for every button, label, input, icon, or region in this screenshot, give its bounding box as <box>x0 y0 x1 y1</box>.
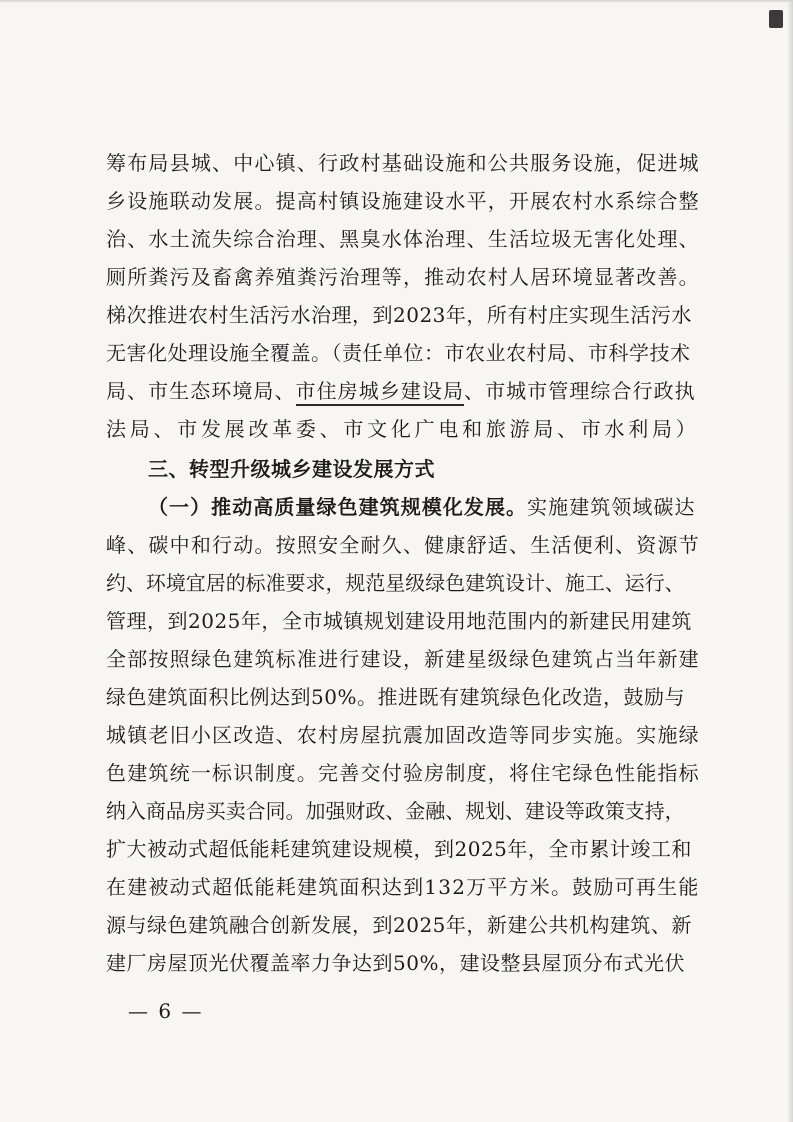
text-line <box>106 378 696 404</box>
text-line: 筹布局县城、中心镇、行政村基础设施和公共服务设施，促进城 <box>106 151 700 175</box>
text-line: 绿色建筑面积比例达到50%。推进既有建筑绿色化改造，鼓励与 <box>106 685 685 709</box>
page-number: — 6 — <box>128 999 204 1023</box>
text-line: 在建被动式超低能耗建筑面积达到132万平方米。鼓励可再生能 <box>106 875 700 899</box>
section-heading: 三、转型升级城乡建设发展方式 <box>148 457 435 481</box>
subsection-title: （一）推动高质量绿色建筑规模化发展。 <box>148 495 528 519</box>
text-line: 扩大被动式超低能耗建筑建设规模，到2025年，全市累计竣工和 <box>106 837 692 861</box>
text-line <box>148 494 696 520</box>
text-line: 厕所粪污及畜禽养殖粪污治理等，推动农村人居环境显著改善。 <box>106 265 700 289</box>
text-line: 源与绿色建筑融合创新发展，到2025年，新建公共机构建筑、新 <box>106 913 692 937</box>
text-line: 色建筑统一标识制度。完善交付验房制度，将住宅绿色性能指标 <box>106 761 700 785</box>
text-line: 建厂房屋顶光伏覆盖率力争达到50%，建设整县屋顶分布式光伏 <box>106 951 685 975</box>
text-line: 约、环境宜居的标准要求，规范星级绿色建筑设计、施工、运行、 <box>106 571 685 595</box>
text-segment: 局、市生态环境局、 <box>106 379 296 403</box>
underlined-unit-name: 市住房城乡建设局 <box>296 379 464 406</box>
text-line: 无害化处理设施全覆盖。（责任单位：市农业农村局、市科学技术 <box>106 341 691 365</box>
text-line: 纳入商品房买卖合同。加强财政、金融、规划、建设等政策支持， <box>106 799 685 823</box>
scan-edge-right <box>787 0 793 1122</box>
text-line: 管理，到2025年，全市城镇规划建设用地范围内的新建民用建筑 <box>106 609 692 633</box>
text-line: 梯次推进农村生活污水治理，到2023年，所有村庄实现生活污水 <box>106 303 692 327</box>
text-line: 全部按照绿色建筑标准进行建设，新建星级绿色建筑占当年新建 <box>106 647 700 671</box>
text-line: 乡设施联动发展。提高村镇设施建设水平，开展农村水系综合整 <box>106 189 700 213</box>
text-segment: 、市城市管理综合行政执 <box>464 379 696 403</box>
text-line: 治、水土流失综合治理、黑臭水体治理、生活垃圾无害化处理、 <box>106 227 700 251</box>
text-line: 法局、市发展改革委、市文化广电和旅游局、市水利局） <box>106 417 700 441</box>
scan-corner-mark <box>769 10 783 28</box>
text-line: 城镇老旧小区改造、农村房屋抗震加固改造等同步实施。实施绿 <box>106 723 700 747</box>
text-segment: 实施建筑领域碳达 <box>527 495 696 519</box>
text-line: 峰、碳中和行动。按照安全耐久、健康舒适、生活便利、资源节 <box>106 533 700 557</box>
scan-edge-top <box>0 0 793 3</box>
